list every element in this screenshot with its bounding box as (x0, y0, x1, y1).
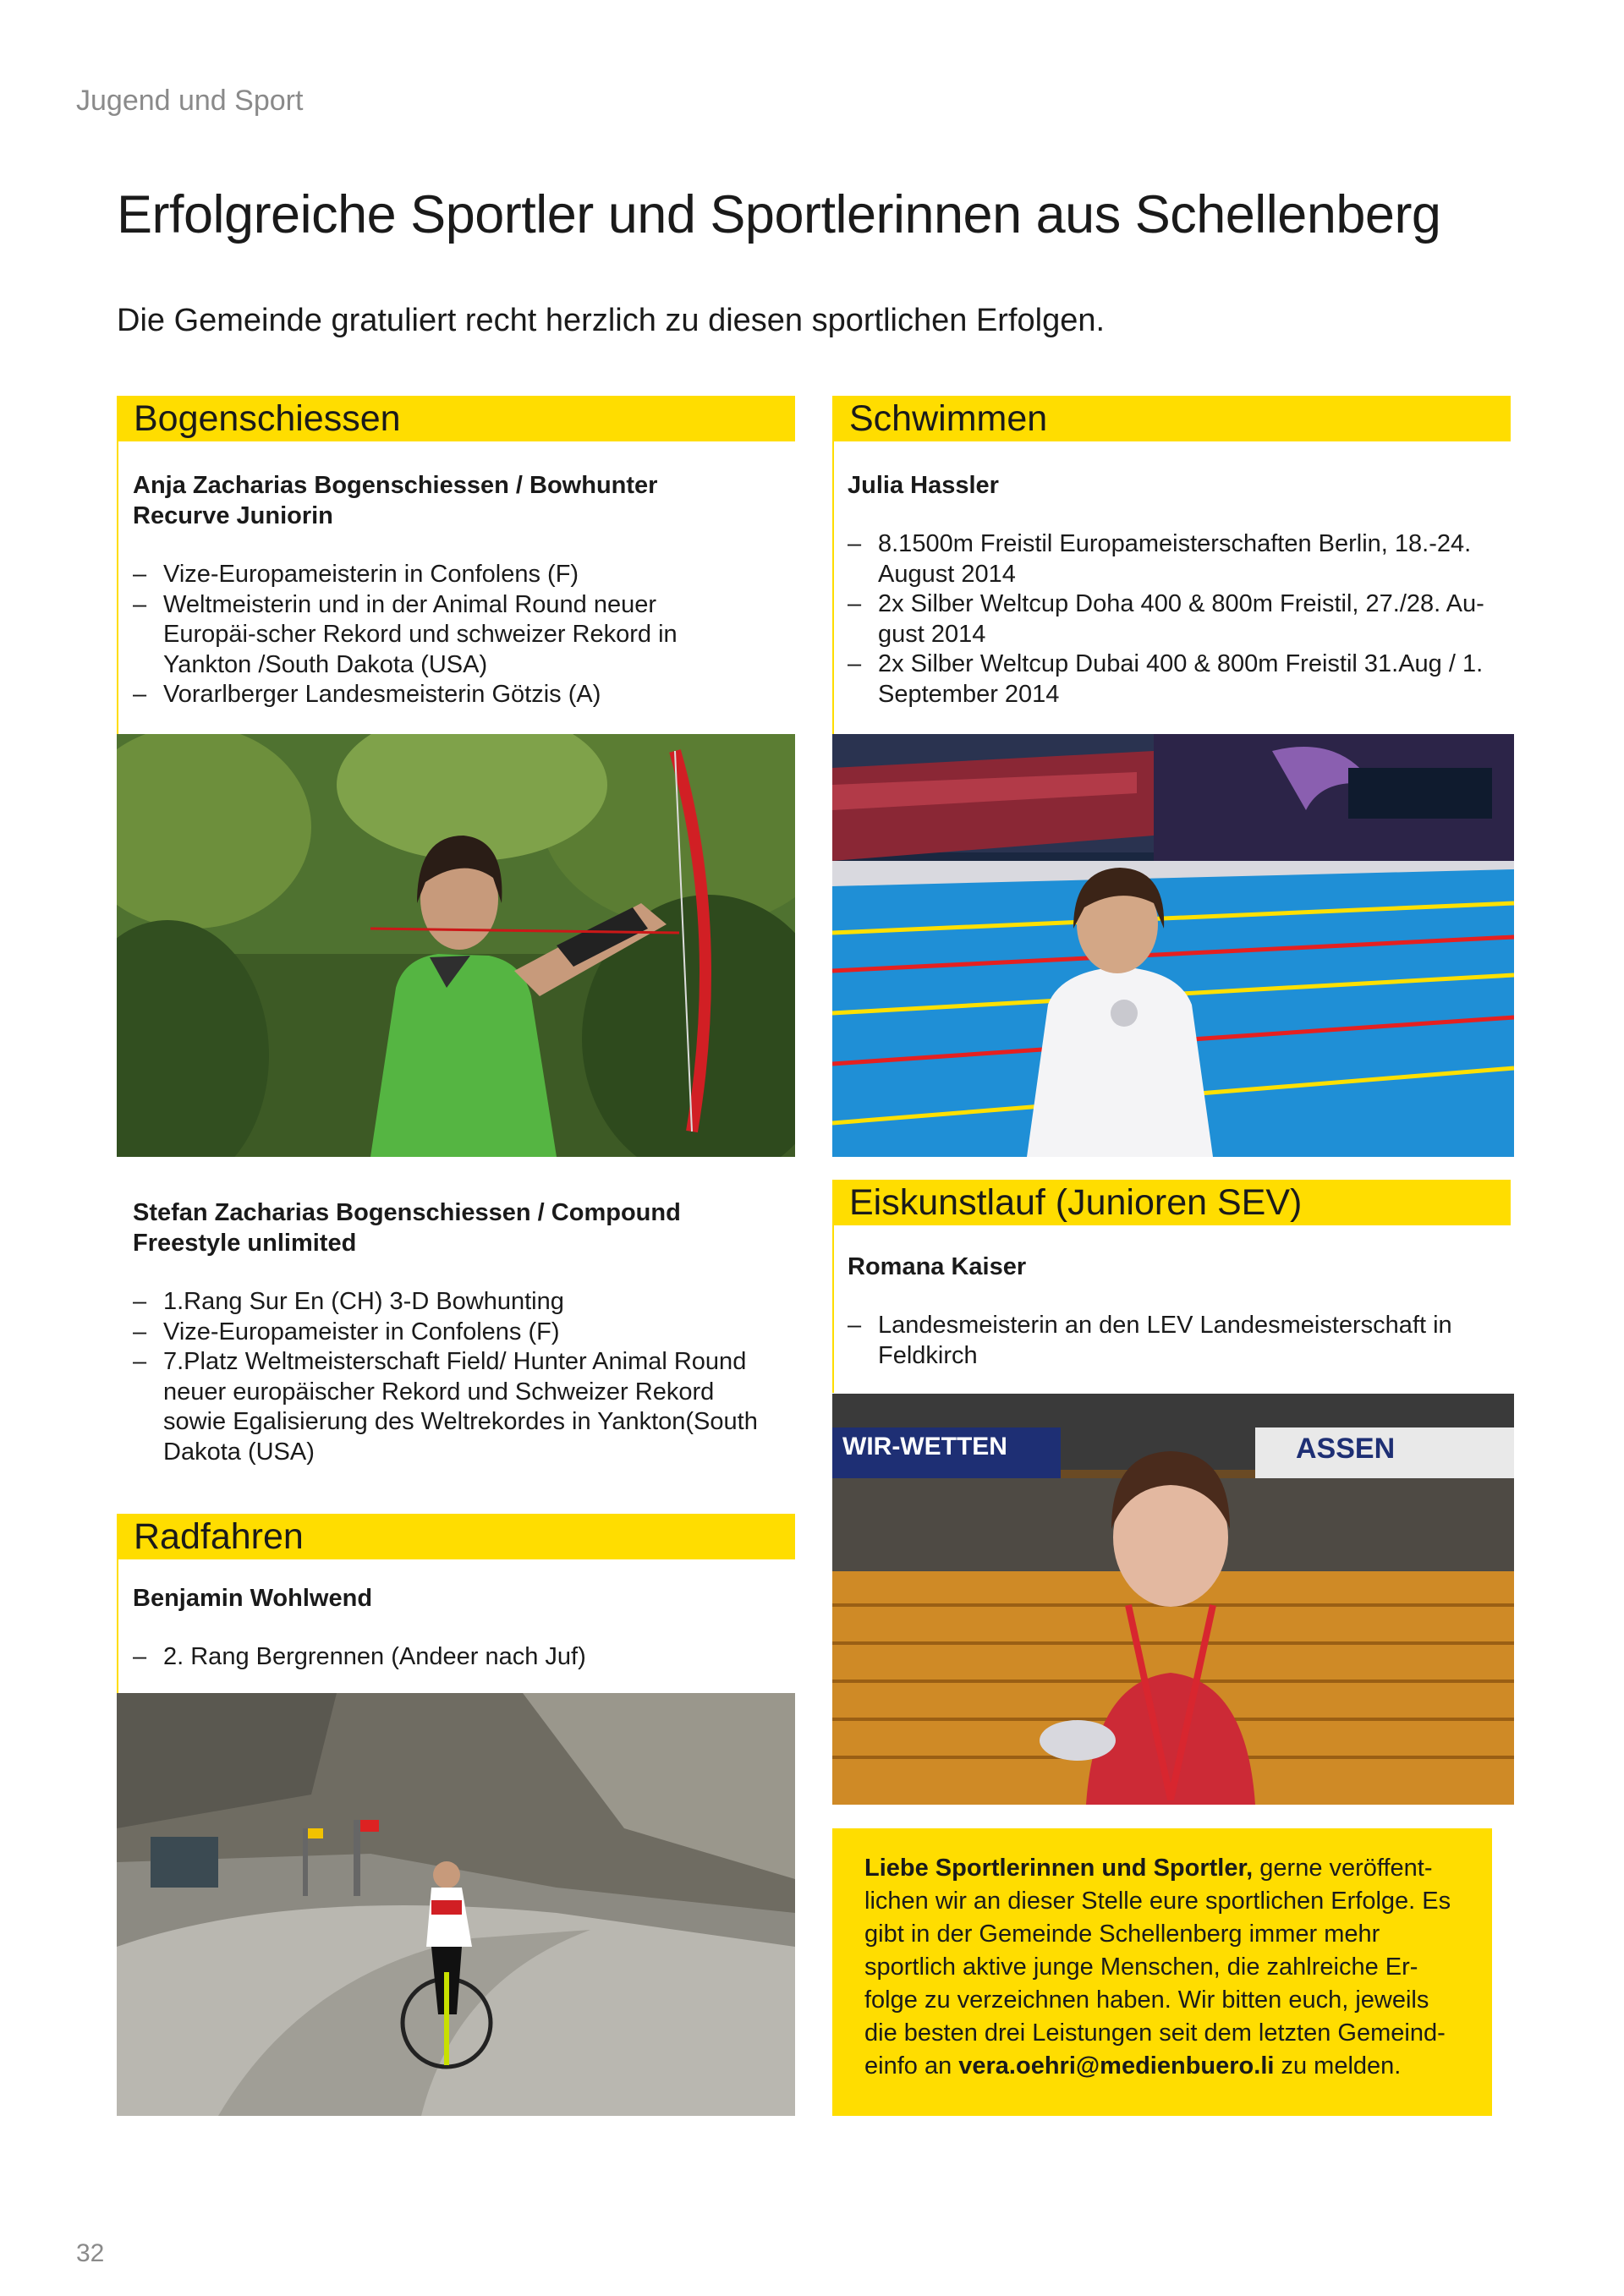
achievement-item: – 8.1500m Freistil Europameisterschaften Berlin, 18.-24. August 2014 (848, 529, 1490, 589)
achievement-list (133, 1287, 776, 1467)
athlete-romana-kaiser (848, 1252, 1507, 1371)
athlete-name: Julia Hassler (848, 472, 999, 499)
athlete-name: Benjamin Wohlwend (133, 1585, 373, 1612)
swimming-photo (832, 734, 1514, 1157)
page-number: 32 (76, 2239, 105, 2267)
page-subtitle: Die Gemeinde gratuliert recht herzlich zu diesen sportlichen Erfolgen. (117, 303, 1106, 338)
call-for-results-note (832, 1828, 1492, 2116)
figure-skating-photo (832, 1394, 1514, 1805)
banner-text-right: ASSEN (1296, 1433, 1396, 1465)
achievement-item: – 7.Platz Weltmeisterschaft Field/ Hunter Animal Round neuer europäischer Rekord und Schweizer Rekord sowie Egalisierung des Weltrekordes in Yankton(South Dakota (USA) (133, 1347, 776, 1467)
contact-email-link[interactable]: vera.oehri@medienbuero.li (958, 2052, 1275, 2080)
achievement-item: – 1.Rang Sur En (CH) 3-D Bowhunting (133, 1287, 776, 1318)
page-title: Erfolgreiche Sportler und Sportlerinnen aus Schellenberg (117, 185, 1441, 244)
athlete-stefan-zacharias (133, 1197, 776, 1467)
achievement-list (133, 560, 776, 710)
athlete-anja-zacharias (133, 470, 776, 710)
athlete-name: Stefan Zacharias Bogenschiessen / Compound Freestyle unlimited (133, 1199, 681, 1257)
achievement-item: – Vize-Europameisterin in Confolens (F) (133, 560, 776, 590)
column-rule (117, 441, 118, 734)
achievement-item: – Weltmeisterin und in der Animal Round neuer Europäi-scher Rekord und schweizer Rekord in Yankton /South Dakota (USA) (133, 590, 747, 681)
banner-text-left: WIR-WETTEN (842, 1433, 1007, 1460)
note-text-end: zu melden. (1274, 2052, 1402, 2080)
schwimmen-heading: Schwimmen (849, 398, 1048, 439)
achievement-item: – 2. Rang Bergrennen (Andeer nach Juf) (133, 1642, 776, 1673)
running-header: Jugend und Sport (76, 85, 304, 117)
note-text: gerne veröffent-lichen wir an dieser Stelle eure sportlichen Erfolge. Es gibt in der Gemeinde Schellenberg immer mehr sportlich aktive junge Menschen, die zahlreiche Er-folge zu verzeichnen haben. Wir bitten euch, jeweils die besten drei Leistungen seit dem letzten Gemeind-einfo an (864, 1855, 1451, 2080)
bogenschiessen-heading: Bogenschiessen (134, 398, 401, 439)
athlete-julia-hassler (848, 470, 1507, 710)
achievement-item: – Landesmeisterin an den LEV Landesmeisterschaft in Feldkirch (848, 1311, 1473, 1371)
achievement-item: – Vorarlberger Landesmeisterin Götzis (A) (133, 680, 776, 710)
bogenschiessen-heading-bar (117, 396, 795, 441)
archery-photo (117, 734, 795, 1157)
column-rule (832, 441, 834, 734)
eiskunstlauf-heading: Eiskunstlauf (Junioren SEV) (849, 1182, 1303, 1223)
athlete-name: Romana Kaiser (848, 1253, 1027, 1280)
achievement-item: – 2x Silber Weltcup Doha 400 & 800m Freistil, 27./28. Au-gust 2014 (848, 589, 1512, 649)
achievement-list (848, 1311, 1473, 1371)
achievement-list (133, 1642, 776, 1673)
athlete-name: Anja Zacharias Bogenschiessen / Bowhunter Recurve Juniorin (133, 472, 658, 529)
schwimmen-heading-bar (832, 396, 1511, 441)
achievement-list (848, 529, 1490, 710)
column-rule (117, 1559, 118, 1693)
radfahren-heading-bar (117, 1514, 795, 1559)
achievement-item: – 2x Silber Weltcup Dubai 400 & 800m Freistil 31.Aug / 1. September 2014 (848, 649, 1490, 710)
achievement-item: – Vize-Europameister in Confolens (F) (133, 1318, 776, 1348)
note-intro: Liebe Sportlerinnen und Sportler, (864, 1855, 1254, 1882)
athlete-benjamin-wohlwend (133, 1583, 776, 1673)
eiskunstlauf-heading-bar (832, 1180, 1511, 1225)
column-rule (832, 1225, 834, 1393)
cycling-photo (117, 1693, 795, 2116)
radfahren-heading: Radfahren (134, 1516, 304, 1557)
